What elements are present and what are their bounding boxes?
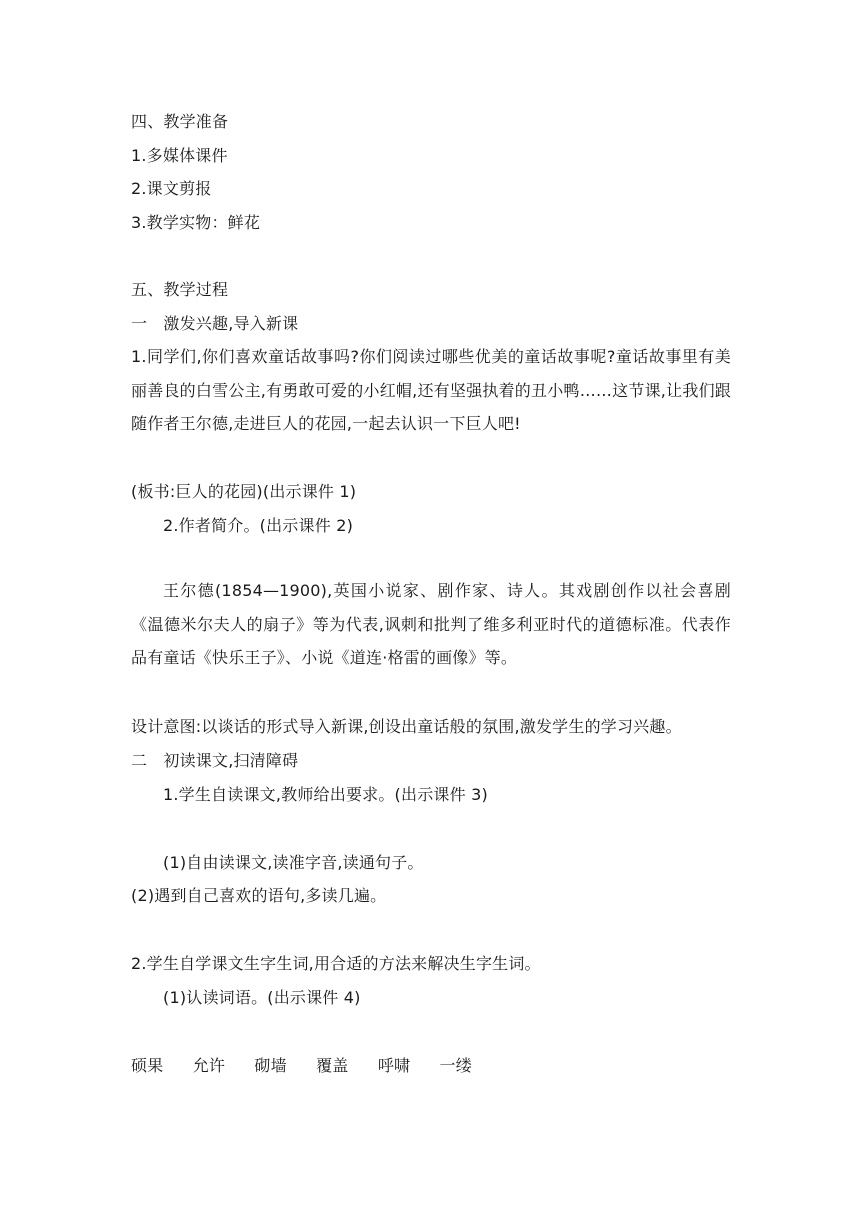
vocabulary-list — [131, 1056, 472, 1076]
step1-heading: 一 激发兴趣,导入新课 — [131, 314, 299, 333]
step2-item-2: 2.学生自学课文生字生词,用合适的方法来解决生字生词。 — [131, 954, 541, 973]
step2-requirement-2: (2)遇到自己喜欢的语句,多读几遍。 — [131, 886, 387, 905]
step2-heading: 二 初读课文,扫清障碍 — [131, 751, 299, 770]
step2-sub-item-1: (1)认读词语。(出示课件 4) — [163, 988, 361, 1007]
process-heading: 五、教学过程 — [131, 280, 229, 299]
prep-heading: 四、教学准备 — [131, 112, 229, 131]
vocab-word: 硕果 — [131, 1056, 164, 1075]
vocab-word: 允许 — [192, 1056, 226, 1075]
prep-item-1: 1.多媒体课件 — [131, 146, 228, 165]
vocab-word: 覆盖 — [316, 1056, 349, 1075]
prep-item-3: 3.教学实物：鲜花 — [131, 213, 261, 232]
author-intro-heading: 2.作者简介。(出示课件 2) — [163, 516, 354, 535]
vocab-word: 呼啸 — [377, 1056, 411, 1075]
prep-item-2: 2.课文剪报 — [131, 179, 212, 198]
vocab-word: 砌墙 — [254, 1056, 287, 1075]
step2-requirement-1: (1)自由读课文,读准字音,读通句子。 — [163, 853, 424, 872]
vocab-word: 一缕 — [439, 1056, 472, 1075]
board-note: (板书:巨人的花园)(出示课件 1) — [131, 482, 357, 501]
author-intro-paragraph: 王尔德(1854—1900),英国小说家、剧作家、诗人。其戏剧创作以社会喜剧《温德米尔夫人的扇子》等为代表,讽刺和批判了维多利亚时代的道德标准。代表作品有童话《快乐王子》、小说《道连·格雷的画像》等。 — [131, 581, 731, 667]
step2-item-1: 1.学生自读课文,教师给出要求。(出示课件 3) — [163, 785, 488, 804]
step1-paragraph: 1.同学们,你们喜欢童话故事吗?你们阅读过哪些优美的童话故事呢?童话故事里有美丽善良的白雪公主,有勇敢可爱的小红帽,还有坚强执着的丑小鸭……这节课,让我们跟随作者王尔德,走进巨人的花园,一起去认识一下巨人吧! — [131, 347, 731, 433]
design-intent: 设计意图:以谈话的形式导入新课,创设出童话般的氛围,激发学生的学习兴趣。 — [131, 717, 682, 736]
